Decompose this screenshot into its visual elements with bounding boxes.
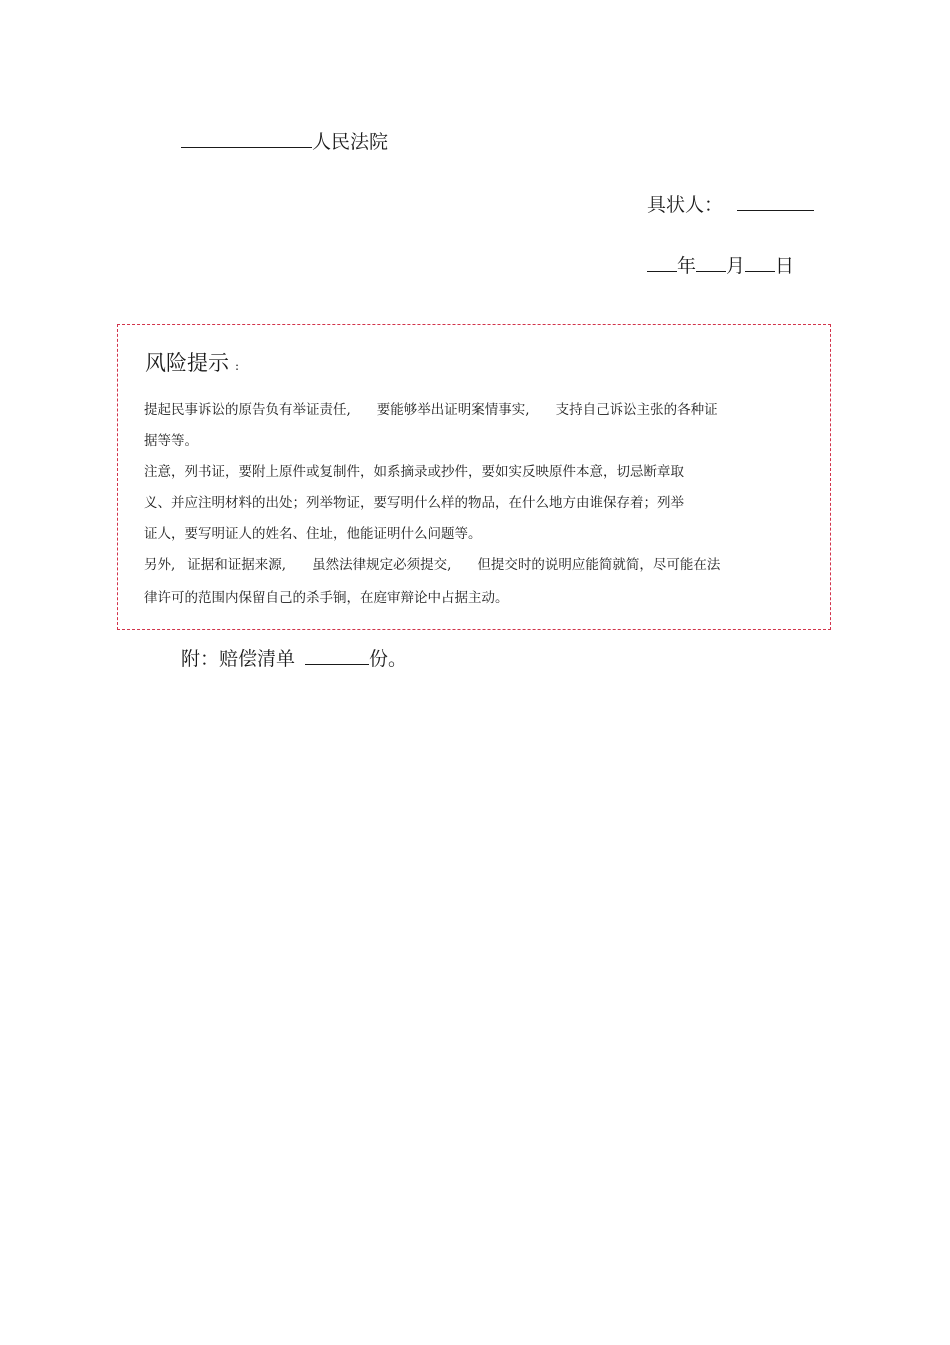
plaintiff-line bbox=[647, 192, 814, 218]
year-label: 年 bbox=[677, 255, 697, 277]
risk-title-colon: : bbox=[235, 359, 240, 373]
month-blank[interactable] bbox=[696, 253, 726, 272]
risk-title-text: 风险提示 bbox=[145, 351, 229, 375]
risk-p3-part-a1: 另外, bbox=[144, 557, 176, 573]
risk-line-2: 据等等。 bbox=[144, 433, 198, 449]
risk-p3-part-a4: 但提交时的说明应能简就简，尽可能在法 bbox=[477, 557, 721, 573]
attachment-prefix: 附：赔偿清单 bbox=[181, 648, 296, 670]
risk-line-1 bbox=[144, 400, 718, 420]
year-blank[interactable] bbox=[647, 253, 677, 272]
court-suffix: 人民法院 bbox=[312, 131, 389, 153]
court-line bbox=[181, 129, 388, 155]
attachment-count-blank[interactable] bbox=[305, 646, 369, 665]
court-name-blank[interactable] bbox=[181, 129, 312, 148]
month-label: 月 bbox=[726, 255, 746, 277]
risk-notice-box bbox=[117, 324, 831, 630]
day-label: 日 bbox=[775, 255, 795, 277]
date-line bbox=[647, 253, 794, 279]
risk-p1-part-a: 提起民事诉讼的原告负有举证责任, bbox=[144, 402, 351, 418]
risk-notice-title bbox=[145, 349, 239, 380]
risk-line-7: 律许可的范围内保留自己的杀手锏，在庭审辩论中占据主动。 bbox=[144, 590, 509, 606]
risk-line-3: 注意，列书证，要附上原件或复制件，如系摘录或抄件，要如实反映原件本意，切忌断章取 bbox=[144, 464, 684, 480]
risk-line-4: 义、并应注明材料的出处；列举物证，要写明什么样的物品，在什么地方由谁保存着；列举 bbox=[144, 495, 684, 511]
plaintiff-label: 具状人： bbox=[647, 194, 724, 216]
risk-line-6 bbox=[144, 555, 720, 575]
attachment-suffix: 份。 bbox=[369, 648, 408, 670]
risk-p1-part-b: 要能够举出证明案情事实, bbox=[376, 402, 530, 418]
plaintiff-name-blank[interactable] bbox=[737, 192, 814, 211]
attachment-line bbox=[181, 646, 407, 672]
risk-line-5: 证人，要写明证人的姓名、住址，他能证明什么问题等。 bbox=[144, 526, 482, 542]
risk-p3-part-a2: 证据和证据来源, bbox=[187, 557, 287, 573]
risk-p1-part-c: 支持自己诉讼主张的各种证 bbox=[555, 402, 718, 418]
risk-p3-part-a3: 虽然法律规定必须提交, bbox=[312, 557, 452, 573]
day-blank[interactable] bbox=[745, 253, 775, 272]
